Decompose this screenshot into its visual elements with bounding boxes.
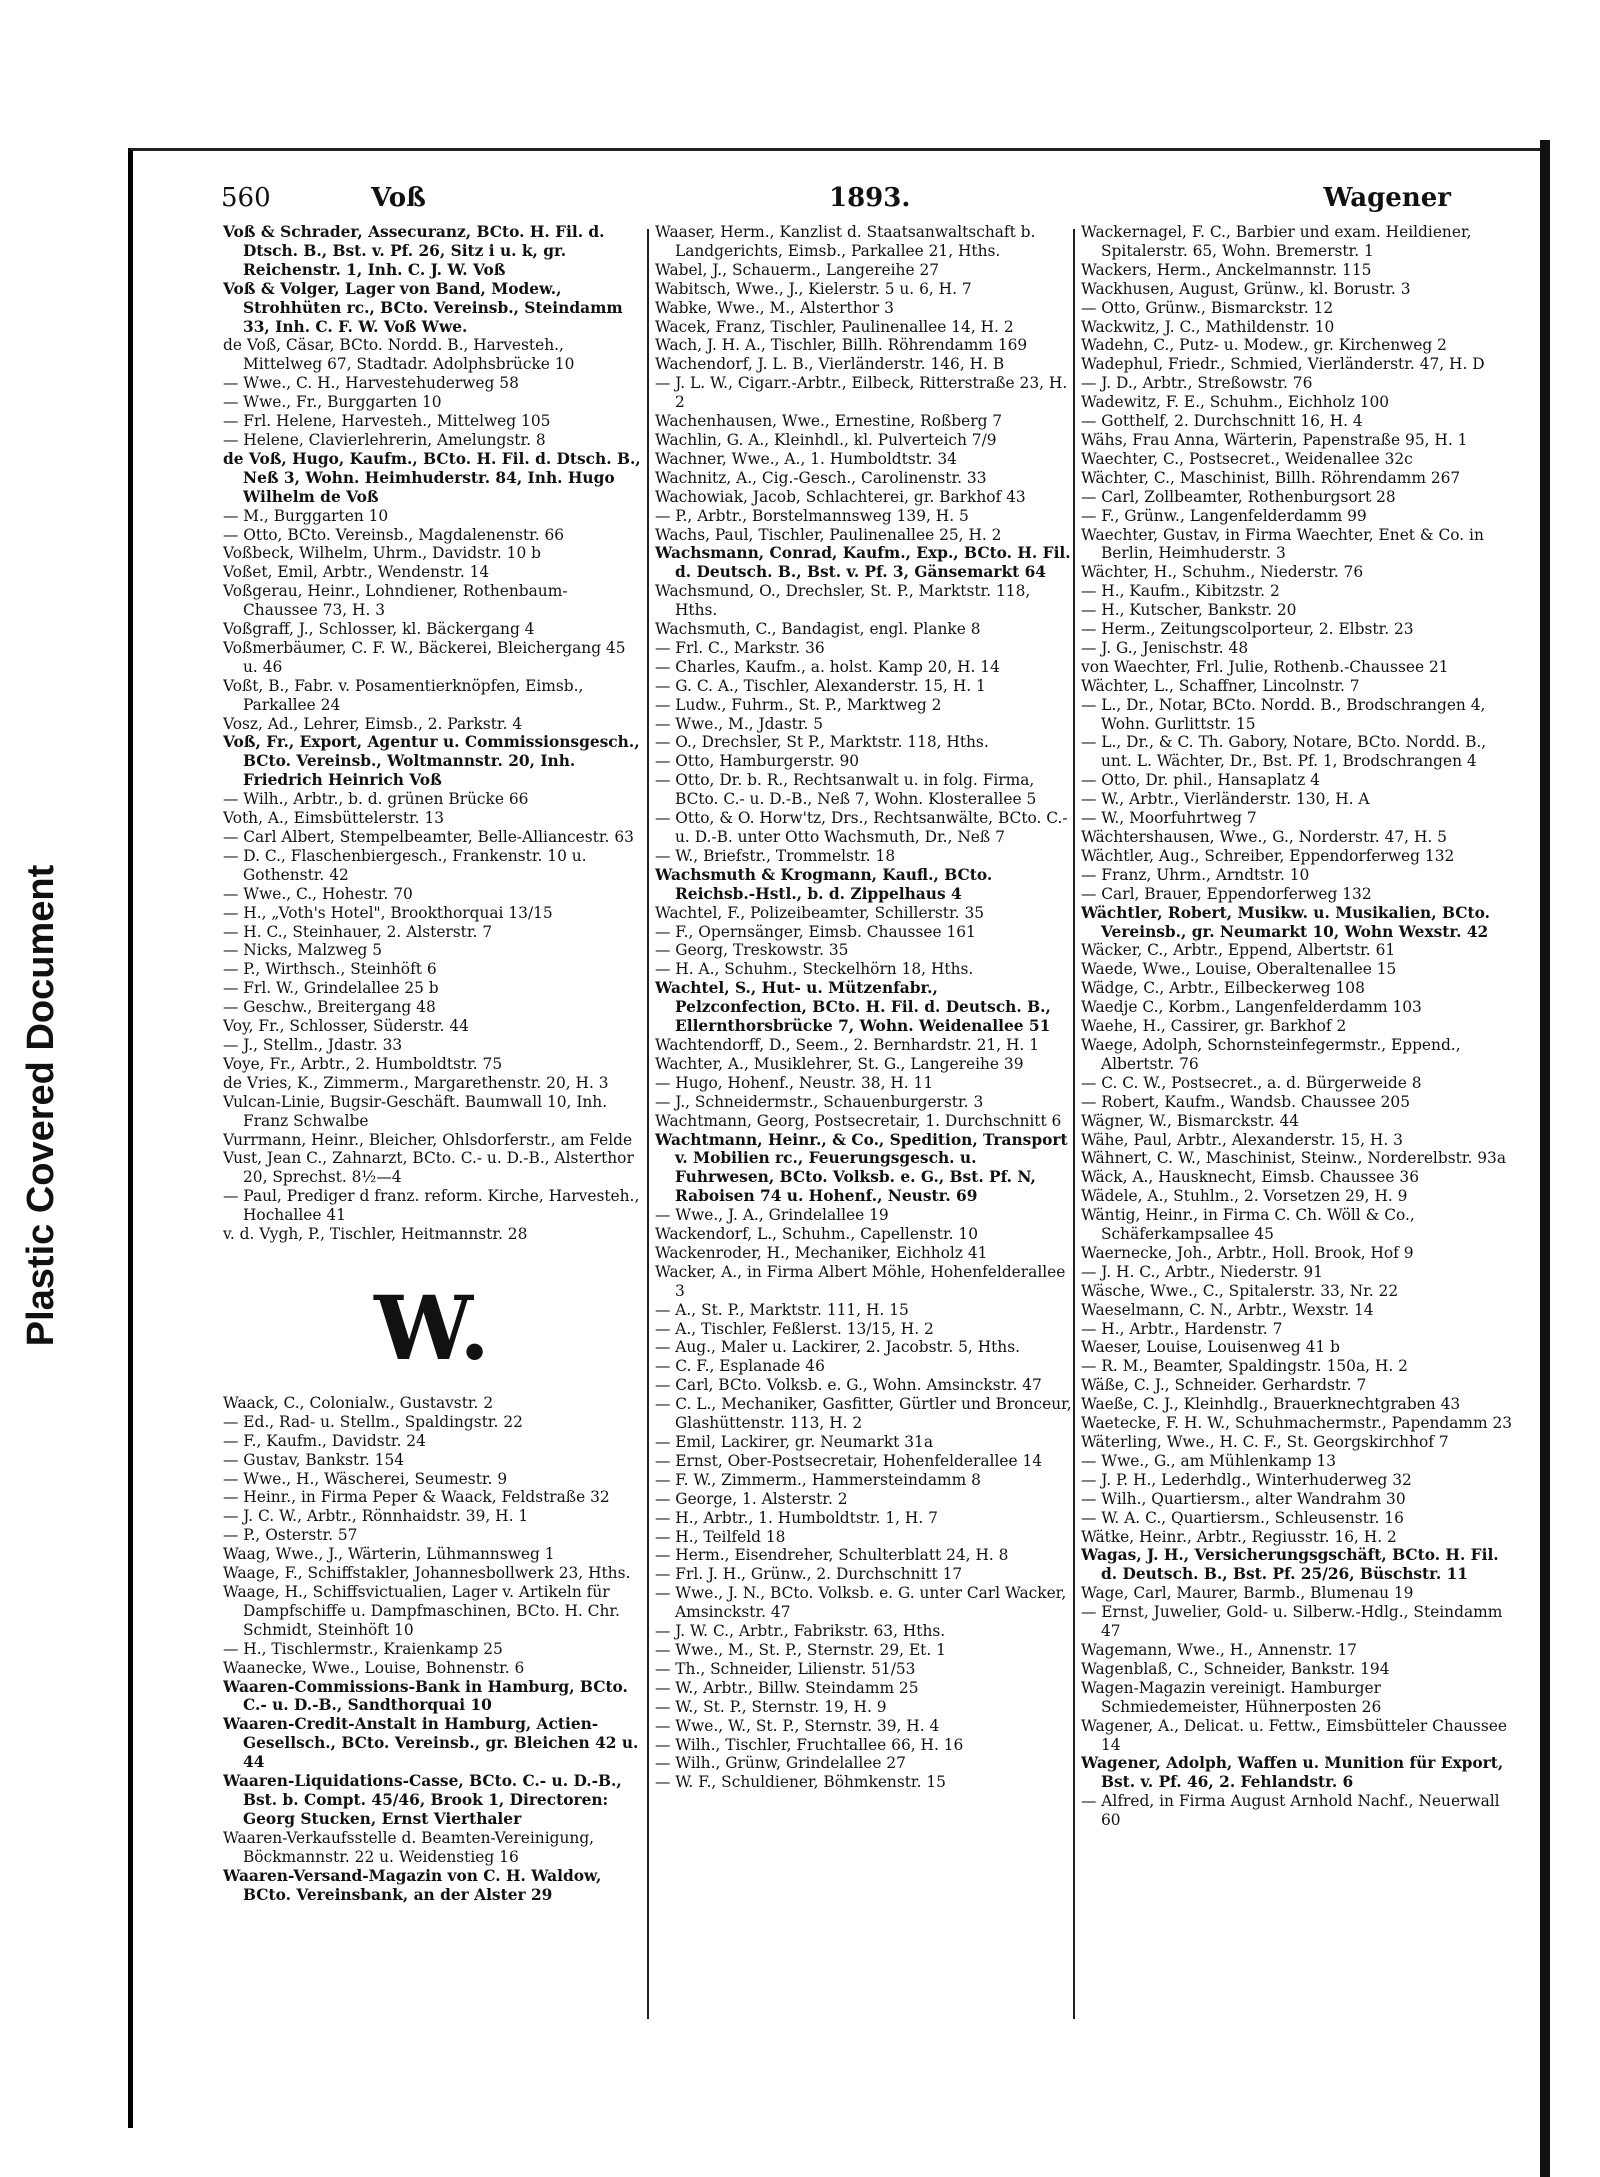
column-2: [655, 223, 1073, 2103]
directory-entry: — Charles, Kaufm., a. holst. Kamp 20, H. 14: [655, 657, 1000, 676]
directory-entry: Wachs, Paul, Tischler, Paulinenallee 25, H. 2: [655, 525, 1002, 544]
directory-entry: — Carl, BCto. Volksb. e. G., Wohn. Amsinckstr. 47: [655, 1376, 1042, 1395]
directory-entry: — Herm., Zeitungscolporteur, 2. Elbstr. 23: [1081, 620, 1414, 639]
directory-entry: — Ed., Rad- u. Stellm., Spaldingstr. 22: [223, 1412, 523, 1431]
directory-entry: — J. P. H., Lederhdlg., Winterhuderweg 32: [1081, 1470, 1412, 1489]
directory-entry: — Otto, Grünw., Bismarckstr. 12: [1081, 298, 1334, 317]
directory-entry: — Nicks, Malzweg 5: [223, 941, 383, 960]
directory-entry: — H., Teilfeld 18: [655, 1527, 786, 1546]
directory-entry: Wächtler, Robert, Musikw. u. Musikalien, BCto. Vereinsb., gr. Neumarkt 10, Wohn Wexstr. 42: [1081, 903, 1490, 941]
directory-entry: Wachnitz, A., Cig.-Gesch., Carolinenstr. 33: [655, 468, 987, 487]
page-header: [221, 183, 1531, 219]
directory-entry: Waetecke, F. H. W., Schuhmachermstr., Papendamm 23: [1081, 1414, 1513, 1433]
directory-entry: Waag, Wwe., J., Wärterin, Lühmannsweg 1: [223, 1545, 555, 1564]
directory-entry: Wage, Carl, Maurer, Barmb., Blumenau 19: [1081, 1584, 1414, 1603]
directory-entry: — J. H. C., Arbtr., Niederstr. 91: [1081, 1262, 1323, 1281]
directory-entry: Wächter, H., Schuhm., Niederstr. 76: [1081, 563, 1364, 582]
directory-entry: Wabel, J., Schauerm., Langereihe 27: [655, 260, 940, 279]
directory-entry: Wadehn, C., Putz- u. Modew., gr. Kirchenweg 2: [1081, 336, 1447, 355]
directory-entry: Wachtmann, Heinr., & Co., Spedition, Transport v. Mobilien rc., Feuerungsgesch. u. Fuhrwesen, BCto. Volksb. e. G., Bst. Pf. N, Raboisen 74 u. Hohenf., Neustr. 69: [655, 1130, 1068, 1206]
directory-entry: — H., Arbtr., 1. Humboldtstr. 1, H. 7: [655, 1508, 938, 1527]
directory-entry: Wägner, W., Bismarckstr. 44: [1081, 1111, 1300, 1130]
directory-entry: — Gustav, Bankstr. 154: [223, 1450, 405, 1469]
column-divider: [1073, 229, 1075, 2019]
directory-entry: — J. L. W., Cigarr.-Arbtr., Eilbeck, Ritterstraße 23, H. 2: [655, 374, 1068, 412]
directory-entry: Waaren-Credit-Anstalt in Hamburg, Actien-Gesellsch., BCto. Vereinsb., gr. Bleichen 42 u. 44: [223, 1715, 639, 1772]
directory-entry: — C. C. W., Postsecret., a. d. Bürgerweide 8: [1081, 1073, 1422, 1092]
directory-entry: Wagen-Magazin vereinigt. Hamburger Schmiedemeister, Hühnerposten 26: [1081, 1678, 1382, 1716]
directory-entry: Waaren-Liquidations-Casse, BCto. C.- u. D.-B., Bst. b. Compt. 45/46, Brook 1, Directoren: Georg Stucken, Ernst Vierthaler: [223, 1772, 622, 1828]
directory-entry: Wähs, Frau Anna, Wärterin, Papenstraße 95, H. 1: [1081, 430, 1468, 449]
directory-entry: v. d. Vygh, P., Tischler, Heitmannstr. 28: [223, 1225, 528, 1244]
directory-entry: Waechter, Gustav, in Firma Waechter, Enet & Co. in Berlin, Heimhuderstr. 3: [1081, 525, 1484, 563]
directory-entry: Wäcker, C., Arbtr., Eppend, Albertstr. 61: [1081, 941, 1396, 960]
directory-entry: Voßgraff, J., Schlosser, kl. Bäckergang 4: [223, 620, 535, 639]
directory-entry: Wachner, Wwe., A., 1. Humboldtstr. 34: [655, 449, 957, 468]
directory-entry: Wätke, Heinr., Arbtr., Regiusstr. 16, H. 2: [1081, 1527, 1397, 1546]
directory-entry: Wackenroder, H., Mechaniker, Eichholz 41: [655, 1243, 988, 1262]
directory-entry: Wachenhausen, Wwe., Ernestine, Roßberg 7: [655, 412, 1003, 431]
directory-entry: Voßgerau, Heinr., Lohndiener, Rothenbaum-Chaussee 73, H. 3: [223, 582, 568, 620]
directory-entry: Voß, Fr., Export, Agentur u. Commissionsgesch., BCto. Vereinsb., Woltmannstr. 20, Inh. Friedrich Heinrich Voß: [223, 733, 640, 790]
directory-entry: — Georg, Treskowstr. 35: [655, 941, 849, 960]
directory-page: [128, 148, 1540, 2128]
directory-entry: — Ernst, Ober-Postsecretair, Hohenfelderallee 14: [655, 1451, 1043, 1470]
directory-entry: Voth, A., Eimsbüttelerstr. 13: [223, 809, 445, 828]
column-3: [1081, 223, 1519, 2103]
directory-entry: Wädele, A., Stuhlm., 2. Vorsetzen 29, H. 9: [1081, 1187, 1408, 1206]
directory-entry: — Otto, & O. Horw'tz, Drs., Rechtsanwälte, BCto. C.- u. D.-B. unter Otto Wachsmuth, Dr., Neß 7: [655, 809, 1068, 846]
directory-entry: Waede, Wwe., Louise, Oberaltenallee 15: [1081, 960, 1397, 979]
directory-entry: — Carl, Zollbeamter, Rothenburgsort 28: [1081, 487, 1396, 506]
directory-entry: Wachtmann, Georg, Postsecretair, 1. Durchschnitt 6: [655, 1111, 1062, 1130]
directory-entry: Waechter, C., Postsecret., Weidenallee 32c: [1081, 449, 1413, 468]
column-1: [223, 223, 641, 2103]
directory-entry: — H. A., Schuhm., Steckelhörn 18, Hths.: [655, 960, 974, 979]
directory-entry: — J. W. C., Arbtr., Fabrikstr. 63, Hths.: [655, 1622, 946, 1641]
directory-entry: — G. C. A., Tischler, Alexanderstr. 15, H. 1: [655, 676, 986, 695]
directory-entry: — Wilh., Tischler, Fruchtallee 66, H. 16: [655, 1735, 964, 1754]
directory-entry: — F. W., Zimmerm., Hammersteindamm 8: [655, 1470, 981, 1489]
directory-entry: — Wwe., M., St. P., Sternstr. 29, Et. 1: [655, 1640, 946, 1659]
directory-entry: — H., Kaufm., Kibitzstr. 2: [1081, 582, 1280, 601]
header-right-word: Wagener: [1323, 183, 1451, 213]
directory-entry: — Franz, Uhrm., Arndtstr. 10: [1081, 865, 1310, 884]
column-1-top-entries: [223, 223, 641, 1244]
directory-entry: Wachtel, F., Polizeibeamter, Schillerstr. 35: [655, 903, 985, 922]
directory-entry: — Frl. Helene, Harvesteh., Mittelweg 105: [223, 412, 551, 431]
directory-entry: — Hugo, Hohenf., Neustr. 38, H. 11: [655, 1073, 934, 1092]
directory-entry: — A., Tischler, Feßlerst. 13/15, H. 2: [655, 1319, 934, 1338]
directory-entry: — F., Kaufm., Davidstr. 24: [223, 1431, 426, 1450]
directory-entry: Wachtel, S., Hut- u. Mützenfabr., Pelzconfection, BCto. H. Fil. d. Deutsch. B., Ellernthorsbrücke 7, Wohn. Weidenallee 51: [655, 979, 1051, 1036]
directory-entry: Wädge, C., Arbtr., Eilbeckerweg 108: [1081, 979, 1365, 998]
directory-entry: — Otto, Dr. phil., Hansaplatz 4: [1081, 771, 1320, 790]
directory-entry: Wackwitz, J. C., Mathildenstr. 10: [1081, 317, 1335, 336]
directory-entry: Wachsmuth & Krogmann, Kaufl., BCto. Reichsb.-Hstl., b. d. Zippelhaus 4: [655, 865, 993, 903]
directory-entry: — Aug., Maler u. Lackirer, 2. Jacobstr. 5, Hths.: [655, 1338, 1021, 1357]
column-3-entries: [1081, 223, 1519, 1830]
directory-entry: — Frl. W., Grindelallee 25 b: [223, 979, 439, 998]
directory-entry: Wacek, Franz, Tischler, Paulinenallee 14, H. 2: [655, 317, 1014, 336]
header-year: 1893.: [829, 183, 911, 213]
page-number: 560: [221, 183, 271, 213]
directory-entry: Voßbeck, Wilhelm, Uhrm., Davidstr. 10 b: [223, 544, 542, 563]
directory-entry: Waeße, C. J., Kleinhdlg., Brauerknechtgraben 43: [1081, 1395, 1461, 1414]
directory-entry: Wäck, A., Hausknecht, Eimsb. Chaussee 36: [1081, 1168, 1419, 1187]
directory-entry: — Wwe., J. N., BCto. Volksb. e. G. unter Carl Wacker, Amsinckstr. 47: [655, 1584, 1067, 1622]
directory-entry: Wabitsch, Wwe., J., Kielerstr. 5 u. 6, H. 7: [655, 279, 972, 298]
directory-entry: — Frl. J. H., Grünw., 2. Durchschnitt 17: [655, 1565, 963, 1584]
directory-entry: — P., Osterstr. 57: [223, 1526, 358, 1545]
directory-entry: — Wwe., H., Wäscherei, Seumestr. 9: [223, 1469, 508, 1488]
directory-entry: Waehe, H., Cassirer, gr. Barkhof 2: [1081, 1017, 1347, 1036]
section-letter: W.: [374, 1275, 490, 1380]
directory-entry: — R. M., Beamter, Spaldingstr. 150a, H. 2: [1081, 1357, 1408, 1376]
directory-entry: — Ernst, Juwelier, Gold- u. Silberw.-Hdlg., Steindamm 47: [1081, 1603, 1503, 1641]
directory-entry: — F., Opernsänger, Eimsb. Chaussee 161: [655, 922, 976, 941]
directory-entry: — H., Tischlermstr., Kraienkamp 25: [223, 1639, 503, 1658]
directory-entry: Wachlin, G. A., Kleinhdl., kl. Pulverteich 7/9: [655, 430, 997, 449]
directory-entry: Wachowiak, Jacob, Schlachterei, gr. Barkhof 43: [655, 487, 1026, 506]
directory-entry: — A., St. P., Marktstr. 111, H. 15: [655, 1300, 909, 1319]
directory-entry: Wagas, J. H., Versicherungsgschäft, BCto. H. Fil. d. Deutsch. B., Bst. Pf. 25/26, Büschstr. 11: [1081, 1546, 1499, 1584]
directory-entry: — P., Arbtr., Borstelmannsweg 139, H. 5: [655, 506, 969, 525]
directory-entry: — J., Stellm., Jdastr. 33: [223, 1035, 403, 1054]
adjacent-page-edge: [1540, 140, 1600, 2177]
directory-entry: Wachter, A., Musiklehrer, St. G., Langereihe 39: [655, 1054, 1024, 1073]
directory-entry: — Paul, Prediger d franz. reform. Kirche, Harvesteh., Hochallee 41: [223, 1187, 640, 1225]
directory-entry: Waaren-Versand-Magazin von C. H. Waldow, BCto. Vereinsbank, an der Alster 29: [223, 1866, 602, 1904]
directory-entry: — Geschw., Breitergang 48: [223, 998, 436, 1017]
directory-entry: — J., Schneidermstr., Schauenburgerstr. 3: [655, 1092, 984, 1111]
directory-entry: — H., „Voth's Hotel", Brookthorquai 13/15: [223, 903, 553, 922]
directory-entry: — W., Arbtr., Vierländerstr. 130, H. A: [1081, 790, 1370, 809]
directory-entry: — W. A. C., Quartiersm., Schleusenstr. 16: [1081, 1508, 1404, 1527]
directory-entry: Waernecke, Joh., Arbtr., Holl. Brook, Hof 9: [1081, 1243, 1414, 1262]
directory-entry: — Wwe., C. H., Harvestehuderweg 58: [223, 374, 519, 393]
directory-entry: Wachendorf, J. L. B., Vierländerstr. 146, H. B: [655, 355, 1005, 374]
directory-entry: Voß & Volger, Lager von Band, Modew., Strohhüten rc., BCto. Vereinsb., Steindamm 33, Inh. C. F. W. Voß Wwe.: [223, 279, 623, 336]
directory-entry: — Carl, Brauer, Eppendorferweg 132: [1081, 884, 1372, 903]
directory-entry: — Wilh., Quartiersm., alter Wandrahm 30: [1081, 1489, 1406, 1508]
directory-entry: — C. F., Esplanade 46: [655, 1357, 825, 1376]
directory-entry: — Wwe., Fr., Burggarten 10: [223, 393, 442, 412]
directory-entry: Voß & Schrader, Assecuranz, BCto. H. Fil. d. Dtsch. B., Bst. v. Pf. 26, Sitz i u. k, gr. Reichenstr. 1, Inh. C. J. W. Voß: [223, 223, 605, 279]
directory-entry: Wächter, C., Maschinist, Billh. Röhrendamm 267: [1081, 468, 1461, 487]
directory-entry: de Vries, K., Zimmerm., Margarethenstr. 20, H. 3: [223, 1073, 609, 1092]
directory-entry: Wäsche, Wwe., C., Spitalerstr. 33, Nr. 22: [1081, 1281, 1399, 1300]
directory-entry: Wackers, Herm., Anckelmannstr. 115: [1081, 260, 1372, 279]
side-label-text: Plastic Covered Document: [20, 864, 63, 1346]
directory-entry: Vosz, Ad., Lehrer, Eimsb., 2. Parkstr. 4: [223, 714, 523, 733]
directory-entry: — F., Grünw., Langenfelderdamm 99: [1081, 506, 1367, 525]
directory-entry: — Wilh., Grünw, Grindelallee 27: [655, 1754, 906, 1773]
directory-entry: — Wwe., G., am Mühlenkamp 13: [1081, 1451, 1337, 1470]
directory-entry: — Robert, Kaufm., Wandsb. Chaussee 205: [1081, 1092, 1410, 1111]
directory-entry: Wabke, Wwe., M., Alsterthor 3: [655, 298, 894, 317]
directory-entry: Waaser, Herm., Kanzlist d. Staatsanwaltschaft b. Landgerichts, Eimsb., Parkallee 21, Hths.: [655, 223, 1036, 260]
directory-entry: — Otto, Hamburgerstr. 90: [655, 752, 860, 771]
directory-entry: — Carl Albert, Stempelbeamter, Belle-Alliancestr. 63: [223, 828, 634, 846]
directory-entry: Waaren-Commissions-Bank in Hamburg, BCto. C.- u. D.-B., Sandthorquai 10: [223, 1677, 628, 1715]
directory-entry: Wäße, C. J., Schneider. Gerhardstr. 7: [1081, 1376, 1367, 1395]
directory-entry: de Voß, Hugo, Kaufm., BCto. H. Fil. d. Dtsch. B., Neß 3, Wohn. Heimhuderstr. 84, Inh. Hugo Wilhelm de Voß: [223, 449, 641, 506]
directory-entry: Wächter, L., Schaffner, Lincolnstr. 7: [1081, 676, 1360, 695]
directory-entry: — M., Burggarten 10: [223, 506, 389, 525]
directory-entry: Waaren-Verkaufsstelle d. Beamten-Vereinigung, Böckmannstr. 22 u. Weidenstieg 16: [223, 1828, 595, 1866]
directory-entry: Wachsmund, O., Drechsler, St. P., Marktstr. 118, Hths.: [655, 582, 1031, 620]
directory-entry: Waeselmann, C. N., Arbtr., Wexstr. 14: [1081, 1300, 1374, 1319]
directory-entry: — W., St. P., Sternstr. 19, H. 9: [655, 1697, 887, 1716]
directory-entry: — H. C., Steinhauer, 2. Alsterstr. 7: [223, 922, 493, 941]
directory-entry: von Waechter, Frl. Julie, Rothenb.-Chaussee 21: [1081, 657, 1449, 676]
directory-entry: Wäterling, Wwe., H. C. F., St. Georgskirchhof 7: [1081, 1433, 1449, 1451]
directory-entry: Waeser, Louise, Louisenweg 41 b: [1081, 1338, 1340, 1357]
directory-entry: Voßt, B., Fabr. v. Posamentierknöpfen, Eimsb., Parkallee 24: [223, 676, 584, 714]
directory-entry: Waage, F., Schiffstakler, Johannesbollwerk 23, Hths.: [223, 1564, 631, 1583]
directory-entry: Wadewitz, F. E., Schuhm., Eichholz 100: [1081, 393, 1390, 412]
directory-entry: Wacker, A., in Firma Albert Möhle, Hohenfelderallee 3: [655, 1262, 1066, 1300]
directory-entry: Wagener, A., Delicat. u. Fettw., Eimsbütteler Chaussee 14: [1081, 1716, 1507, 1754]
directory-entry: Wächtler, Aug., Schreiber, Eppendorferweg 132: [1081, 846, 1455, 865]
column-divider: [647, 229, 649, 2019]
directory-entry: — J. C. W., Arbtr., Rönnhaidstr. 39, H. 1: [223, 1507, 529, 1526]
directory-entry: — L., Dr., Notar, BCto. Nordd. B., Brodschrangen 4, Wohn. Gurlittstr. 15: [1081, 695, 1486, 733]
directory-entry: de Voß, Cäsar, BCto. Nordd. B., Harvesteh., Mittelweg 67, Stadtadr. Adolphsbrücke 10: [223, 336, 575, 374]
directory-entry: Wackernagel, F. C., Barbier und exam. Heildiener, Spitalerstr. 65, Wohn. Bremerstr. 1: [1081, 223, 1472, 260]
directory-entry: — Wwe., C., Hohestr. 70: [223, 884, 413, 903]
directory-entry: Wadephul, Friedr., Schmied, Vierländerstr. 47, H. D: [1081, 355, 1485, 374]
directory-entry: Wagemann, Wwe., H., Annenstr. 17: [1081, 1640, 1357, 1659]
directory-entry: — O., Drechsler, St P., Marktstr. 118, Hths.: [655, 733, 989, 752]
directory-entry: — Th., Schneider, Lilienstr. 51/53: [655, 1659, 916, 1678]
directory-entry: — D. C., Flaschenbiergesch., Frankenstr. 10 u. Gothenstr. 42: [223, 846, 587, 884]
directory-entry: Vurrmann, Heinr., Bleicher, Ohlsdorferstr., am Felde: [223, 1130, 633, 1149]
directory-entry: — George, 1. Alsterstr. 2: [655, 1489, 848, 1508]
directory-entry: — Frl. C., Markstr. 36: [655, 638, 825, 657]
column-2-entries: [655, 223, 1073, 1792]
directory-entry: — Otto, Dr. b. R., Rechtsanwalt u. in folg. Firma, BCto. C.- u. D.-B., Neß 7, Wohn. Klosterallee 5: [655, 771, 1037, 809]
directory-entry: — L., Dr., & C. Th. Gabory, Notare, BCto. Nordd. B., unt. L. Wächter, Dr., Bst. Pf. 1, Brodschrangen 4: [1081, 733, 1487, 771]
directory-entry: Wach, J. H. A., Tischler, Billh. Röhrendamm 169: [655, 336, 1028, 355]
directory-entry: Voßet, Emil, Arbtr., Wendenstr. 14: [223, 563, 490, 582]
directory-entry: Wagener, Adolph, Waffen u. Munition für Export, Bst. v. Pf. 46, 2. Fehlandstr. 6: [1081, 1754, 1504, 1792]
directory-entry: — W., Moorfuhrtweg 7: [1081, 809, 1257, 828]
directory-entry: Wähnert, C. W., Maschinist, Steinw., Norderelbstr. 93a: [1081, 1149, 1506, 1168]
directory-entry: — Wilh., Arbtr., b. d. grünen Brücke 66: [223, 790, 529, 809]
directory-entry: Waedje C., Korbm., Langenfelderdamm 103: [1081, 998, 1422, 1017]
directory-entry: Wagenblaß, C., Schneider, Bankstr. 194: [1081, 1659, 1390, 1678]
directory-entry: — H., Kutscher, Bankstr. 20: [1081, 601, 1297, 620]
directory-entry: Wachsmann, Conrad, Kaufm., Exp., BCto. H. Fil. d. Deutsch. B., Bst. v. Pf. 3, Gänsemarkt 64: [655, 544, 1071, 582]
directory-entry: Voßmerbäumer, C. F. W., Bäckerei, Bleichergang 45 u. 46: [223, 638, 626, 676]
directory-entry: — C. L., Mechaniker, Gasfitter, Gürtler und Bronceur, Glashüttenstr. 113, H. 2: [655, 1395, 1072, 1433]
directory-entry: Waage, H., Schiffsvictualien, Lager v. Artikeln für Dampfschiffe u. Dampfmaschinen, BCto. H. Chr. Schmidt, Steinhöft 10: [223, 1583, 620, 1639]
directory-entry: — H., Arbtr., Hardenstr. 7: [1081, 1319, 1283, 1338]
directory-entry: Vust, Jean C., Zahnarzt, BCto. C.- u. D.-B., Alsterthor 20, Sprechst. 8½—4: [223, 1149, 634, 1187]
directory-entry: — W., Briefstr., Trommelstr. 18: [655, 846, 896, 865]
directory-entry: Wachsmuth, C., Bandagist, engl. Planke 8: [655, 620, 981, 639]
directory-entry: Waack, C., Colonialw., Gustavstr. 2: [223, 1393, 494, 1412]
directory-entry: — Ludw., Fuhrm., St. P., Marktweg 2: [655, 695, 942, 714]
directory-entry: — Wwe., M., Jdastr. 5: [655, 714, 824, 733]
directory-entry: — Otto, BCto. Vereinsb., Magdalenenstr. 66: [223, 525, 565, 544]
directory-entry: — P., Wirthsch., Steinhöft 6: [223, 960, 437, 979]
directory-entry: Voy, Fr., Schlosser, Süderstr. 44: [223, 1017, 469, 1036]
header-left-word: Voß: [371, 183, 426, 213]
directory-entry: — Gotthelf, 2. Durchschnitt 16, H. 4: [1081, 412, 1363, 431]
directory-entry: Wackhusen, August, Grünw., kl. Borustr. 3: [1081, 279, 1411, 298]
directory-entry: Wächtershausen, Wwe., G., Norderstr. 47, H. 5: [1081, 828, 1447, 846]
directory-entry: — Helene, Clavierlehrerin, Amelungstr. 8: [223, 430, 546, 449]
directory-entry: — Herm., Eisendreher, Schulterblatt 24, H. 8: [655, 1546, 1009, 1565]
directory-entry: Wachtendorff, D., Seem., 2. Bernhardstr. 21, H. 1: [655, 1035, 1039, 1054]
directory-entry: — Wwe., J. A., Grindelallee 19: [655, 1206, 889, 1225]
directory-entry: Wackendorf, L., Schuhm., Capellenstr. 10: [655, 1225, 978, 1244]
directory-entry: Vulcan-Linie, Bugsir-Geschäft. Baumwall 10, Inh. Franz Schwalbe: [223, 1092, 608, 1130]
directory-entry: — W. F., Schuldiener, Böhmkenstr. 15: [655, 1773, 946, 1792]
directory-entry: — J. G., Jenischstr. 48: [1081, 638, 1249, 657]
directory-entry: Wähe, Paul, Arbtr., Alexanderstr. 15, H. 3: [1081, 1130, 1403, 1149]
directory-entry: Waanecke, Wwe., Louise, Bohnenstr. 6: [223, 1658, 525, 1677]
directory-entry: — Alfred, in Firma August Arnhold Nachf., Neuerwall 60: [1081, 1792, 1500, 1830]
column-1-bottom-entries: [223, 1394, 641, 1904]
directory-entry: — W., Arbtr., Billw. Steindamm 25: [655, 1678, 919, 1697]
side-label: [20, 864, 63, 1346]
directory-entry: — Emil, Lackirer, gr. Neumarkt 31a: [655, 1433, 933, 1451]
directory-entry: — Wwe., W., St. P., Sternstr. 39, H. 4: [655, 1716, 940, 1735]
directory-entry: — J. D., Arbtr., Streßowstr. 76: [1081, 374, 1313, 393]
directory-entry: Wäntig, Heinr., in Firma C. Ch. Wöll & Co., Schäferkampsallee 45: [1081, 1206, 1415, 1244]
directory-entry: Waege, Adolph, Schornsteinfegermstr., Eppend., Albertstr. 76: [1081, 1035, 1461, 1073]
directory-entry: Voye, Fr., Arbtr., 2. Humboldtstr. 75: [223, 1054, 503, 1073]
directory-entry: — Heinr., in Firma Peper & Waack, Feldstraße 32: [223, 1488, 610, 1507]
